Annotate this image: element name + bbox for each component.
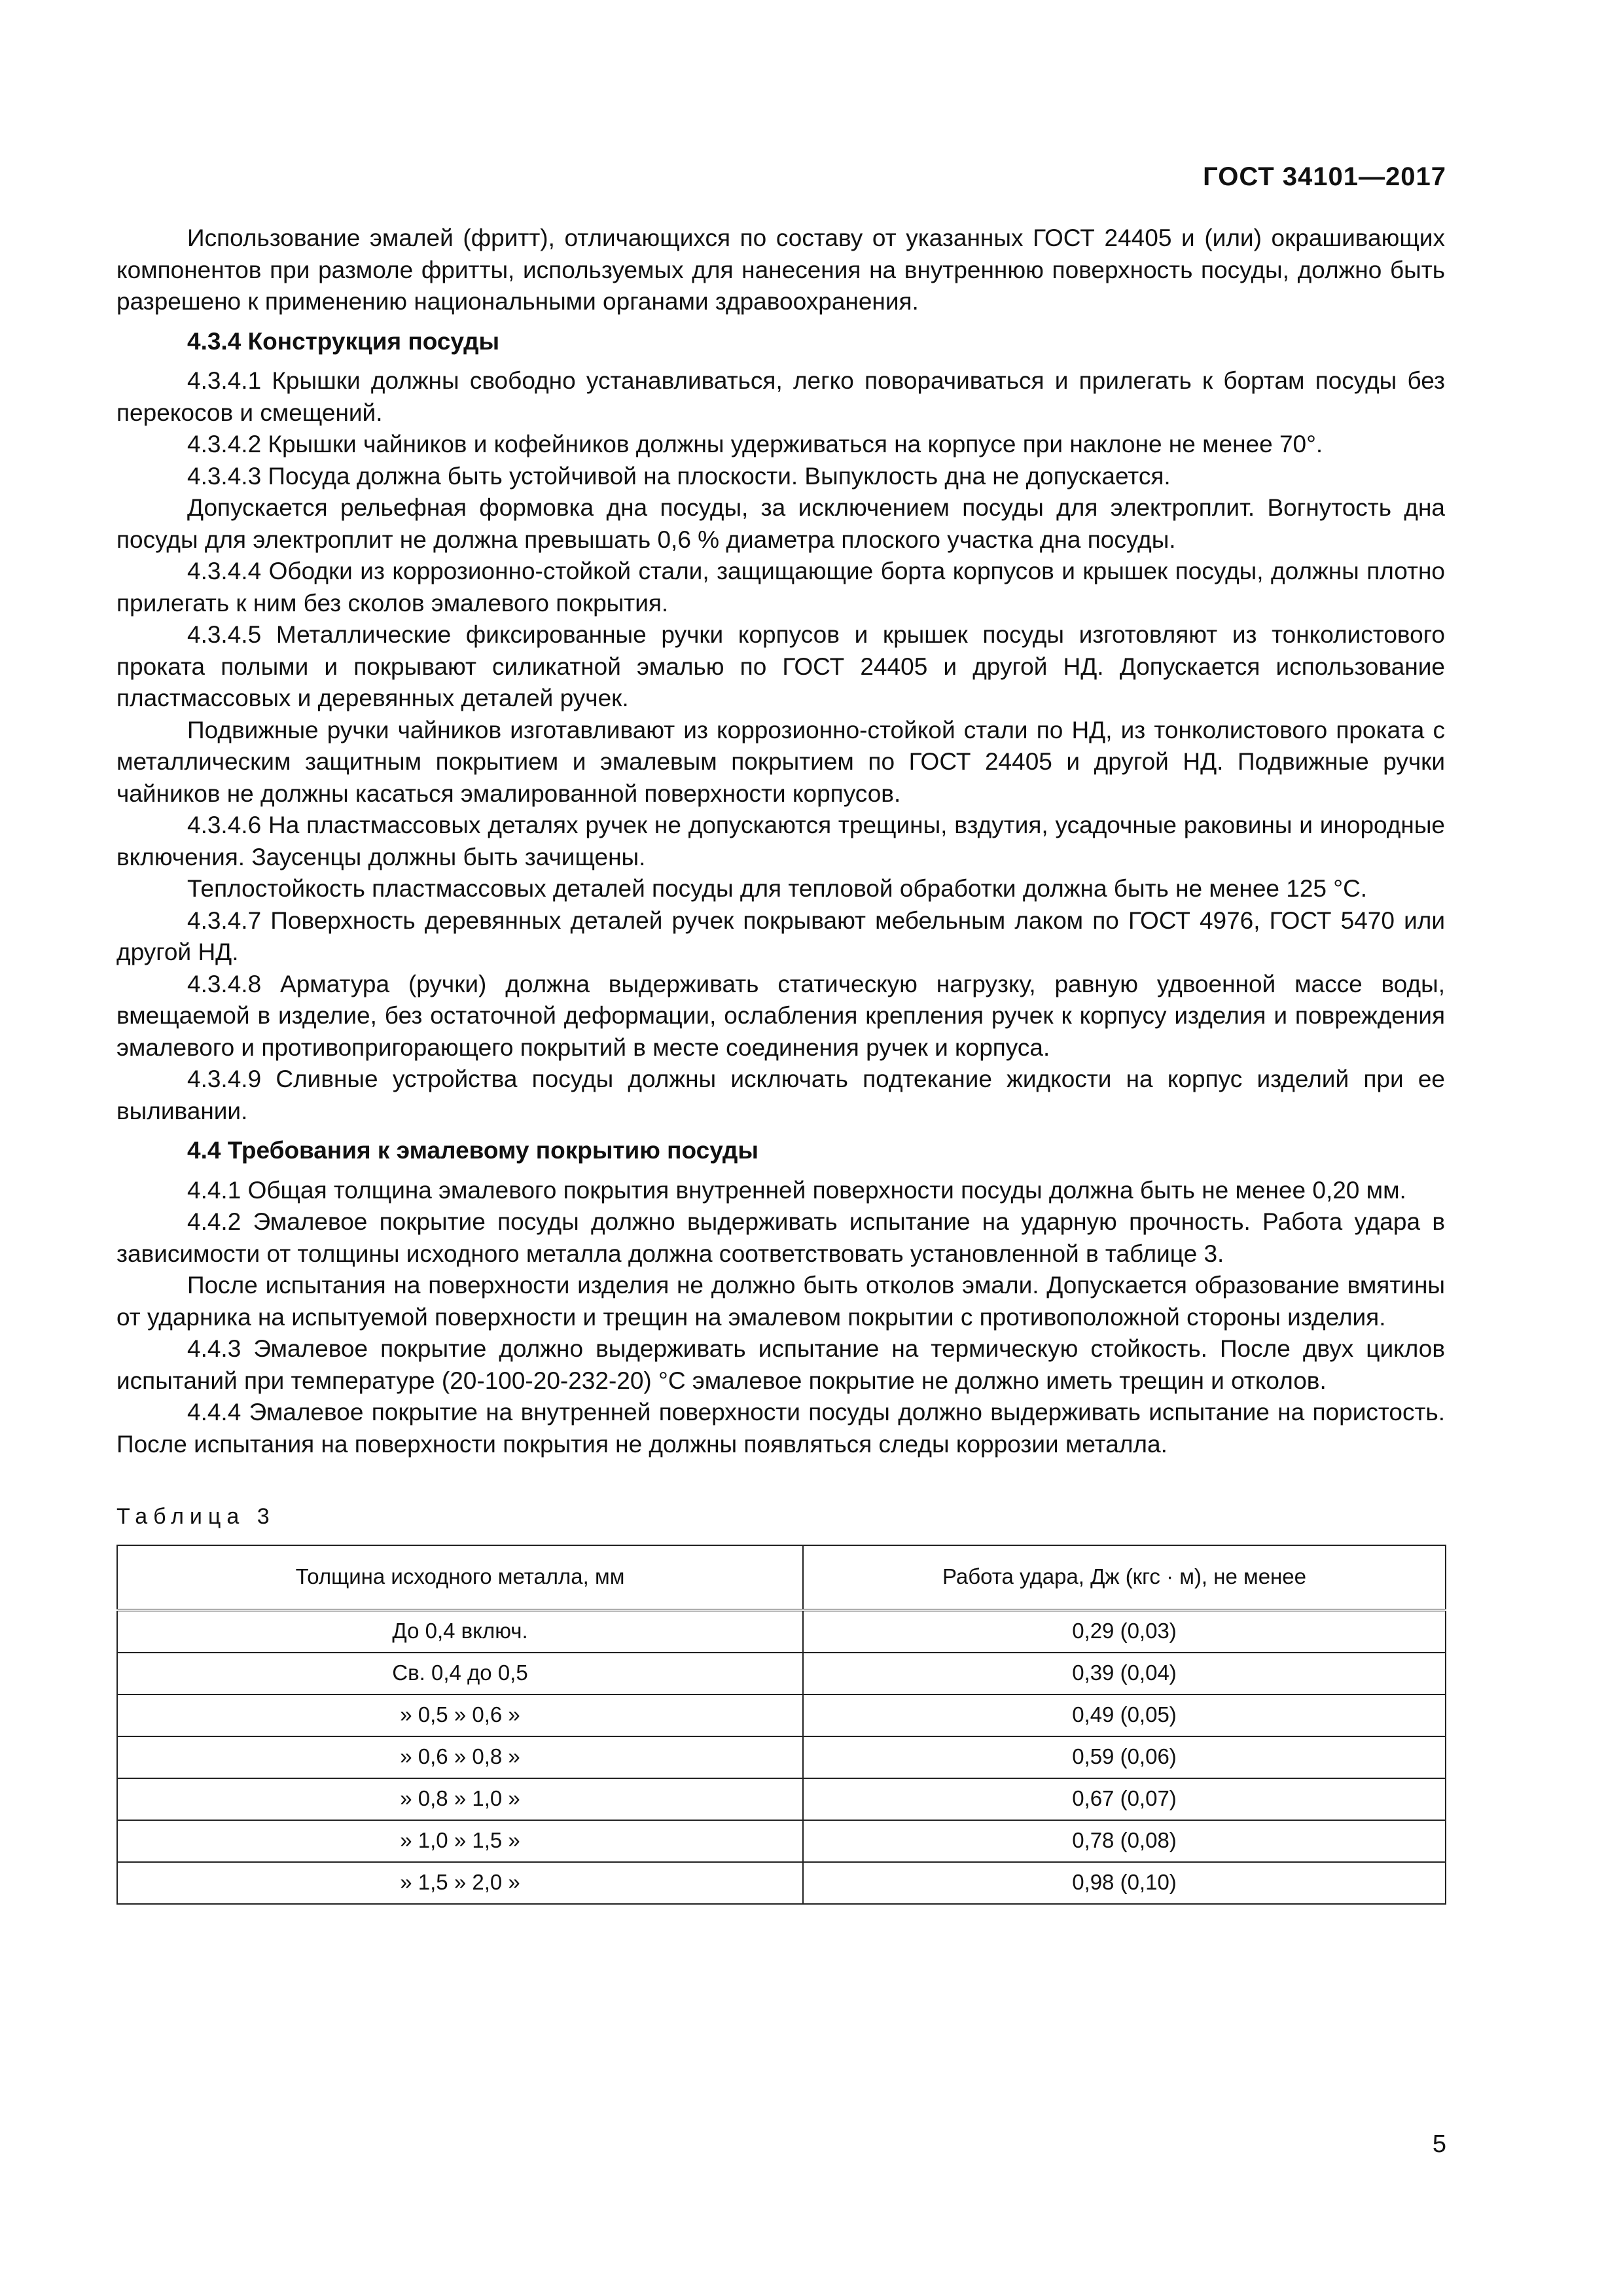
table-caption: Таблица 3: [116, 1504, 276, 1529]
table-header-row: [117, 1545, 1446, 1610]
table-cell-impact-work: 0,39 (0,04): [803, 1653, 1446, 1695]
table-header-thickness: Толщина исходного металла, мм: [117, 1545, 803, 1610]
table-row: [117, 1778, 1446, 1820]
table-cell-impact-work: 0,59 (0,06): [803, 1736, 1446, 1778]
table-cell-thickness: Св. 0,4 до 0,5: [117, 1653, 803, 1695]
paragraph: 4.3.4.8 Арматура (ручки) должна выдерживать статическую нагрузку, равную удвоенной массе воды, вмещаемой в изделие, без остаточной деформации, ослабления крепления ручек к корпусу изделия и повреждения эмалевого и противопригорающего покрытий в месте соединения ручек и корпуса.: [116, 970, 1445, 1061]
page-number: 5: [1432, 2130, 1446, 2158]
section-heading-4-3-4: 4.3.4 Конструкция посуды: [187, 327, 500, 355]
paragraph: 4.3.4.2 Крышки чайников и кофейников должны удерживаться на корпусе при наклоне не менее 70°.: [187, 431, 1323, 457]
paragraph: После испытания на поверхности изделия не должно быть отколов эмали. Допускается образование вмятины от ударника на испытуемой поверхности и трещин на эмалевом покрытии с противоположной стороны изделия.: [116, 1272, 1445, 1331]
paragraph: 4.3.4.4 Ободки из коррозионно-стойкой стали, защищающие борта корпусов и крышек посуды, должны плотно прилегать к ним без сколов эмалевого покрытия.: [116, 558, 1445, 617]
table-cell-thickness: » 0,5 » 0,6 »: [117, 1695, 803, 1736]
paragraph: Подвижные ручки чайников изготавливают из коррозионно-стойкой стали по НД, из тонколистового проката с металлическим защитным покрытием и эмалевым покрытием по ГОСТ 24405 и другой НД. Подвижные ручки чайников не должны касаться эмалированной поверхности корпусов.: [116, 716, 1445, 807]
paragraph: 4.3.4.3 Посуда должна быть устойчивой на плоскости. Выпуклость дна не допускается.: [187, 462, 1171, 490]
paragraph: 4.3.4.5 Металлические фиксированные ручки корпусов и крышек посуды изготовляют из тонколистового проката полыми и покрывают силикатной эмалью по ГОСТ 24405 и другой НД. Допускается использование пластмассовых и деревянных деталей ручек.: [116, 621, 1445, 711]
table-row: [117, 1820, 1446, 1862]
paragraph: 4.3.4.6 На пластмассовых деталях ручек не допускаются трещины, вздутия, усадочные раковины и инородные включения. Заусенцы должны быть зачищены.: [116, 812, 1445, 870]
paragraph: Допускается рельефная формовка дна посуды, за исключением посуды для электроплит. Вогнутость дна посуды для электроплит не должна превышать 0,6 % диаметра плоского участка дна посуды.: [116, 494, 1445, 553]
table-row: [117, 1736, 1446, 1778]
table-row: [117, 1610, 1446, 1653]
table-cell-thickness: » 0,8 » 1,0 »: [117, 1778, 803, 1820]
table-header-impact-work: Работа удара, Дж (кгс · м), не менее: [803, 1545, 1446, 1610]
table-cell-impact-work: 0,29 (0,03): [803, 1610, 1446, 1653]
paragraph: Использование эмалей (фритт), отличающихся по составу от указанных ГОСТ 24405 и (или) окрашивающих компонентов при размоле фритты, используемых для нанесения на внутреннюю поверхность посуды, должно быть разрешено к применению национальными органами здравоохранения.: [116, 224, 1445, 315]
table-cell-impact-work: 0,78 (0,08): [803, 1820, 1446, 1862]
table-cell-impact-work: 0,67 (0,07): [803, 1778, 1446, 1820]
paragraph: 4.3.4.1 Крышки должны свободно устанавливаться, легко поворачиваться и прилегать к бортам посуды без перекосов и смещений.: [116, 367, 1445, 426]
table-cell-impact-work: 0,98 (0,10): [803, 1862, 1446, 1904]
table-row: [117, 1695, 1446, 1736]
paragraph: 4.4.4 Эмалевое покрытие на внутренней поверхности посуды должно выдерживать испытание на пористость. После испытания на поверхности покрытия не должны появляться следы коррозии металла.: [116, 1399, 1445, 1458]
table-cell-thickness: » 1,5 » 2,0 »: [117, 1862, 803, 1904]
document-header-title: ГОСТ 34101—2017: [1203, 162, 1446, 191]
paragraph: 4.4.2 Эмалевое покрытие посуды должно выдерживать испытание на ударную прочность. Работа удара в зависимости от толщины исходного металла должна соответствовать установленной в таблице 3.: [116, 1208, 1445, 1267]
paragraph: Теплостойкость пластмассовых деталей посуды для тепловой обработки должна быть не менее 125 °С.: [187, 875, 1368, 902]
paragraph: 4.3.4.9 Сливные устройства посуды должны исключать подтекание жидкости на корпус изделий при ее выливании.: [116, 1066, 1445, 1124]
table-row: [117, 1653, 1446, 1695]
paragraph: 4.4.3 Эмалевое покрытие должно выдерживать испытание на термическую стойкость. После двух циклов испытаний при температуре (20-100-20-232-20) °С эмалевое покрытие не должно иметь трещин и отколов.: [116, 1335, 1445, 1394]
table-row: [117, 1862, 1446, 1904]
paragraph: 4.3.4.7 Поверхность деревянных деталей ручек покрывают мебельным лаком по ГОСТ 4976, ГОСТ 5470 или другой НД.: [116, 906, 1445, 965]
section-heading-4-4: 4.4 Требования к эмалевому покрытию посуды: [187, 1137, 758, 1164]
table-cell-thickness: До 0,4 включ.: [117, 1610, 803, 1653]
table-cell-thickness: » 1,0 » 1,5 »: [117, 1820, 803, 1862]
table-cell-impact-work: 0,49 (0,05): [803, 1695, 1446, 1736]
impact-strength-table: [116, 1545, 1446, 1905]
document-body: [116, 223, 1445, 1905]
table-cell-thickness: » 0,6 » 0,8 »: [117, 1736, 803, 1778]
paragraph: 4.4.1 Общая толщина эмалевого покрытия внутренней поверхности посуды должна быть не менее 0,20 мм.: [187, 1176, 1406, 1204]
